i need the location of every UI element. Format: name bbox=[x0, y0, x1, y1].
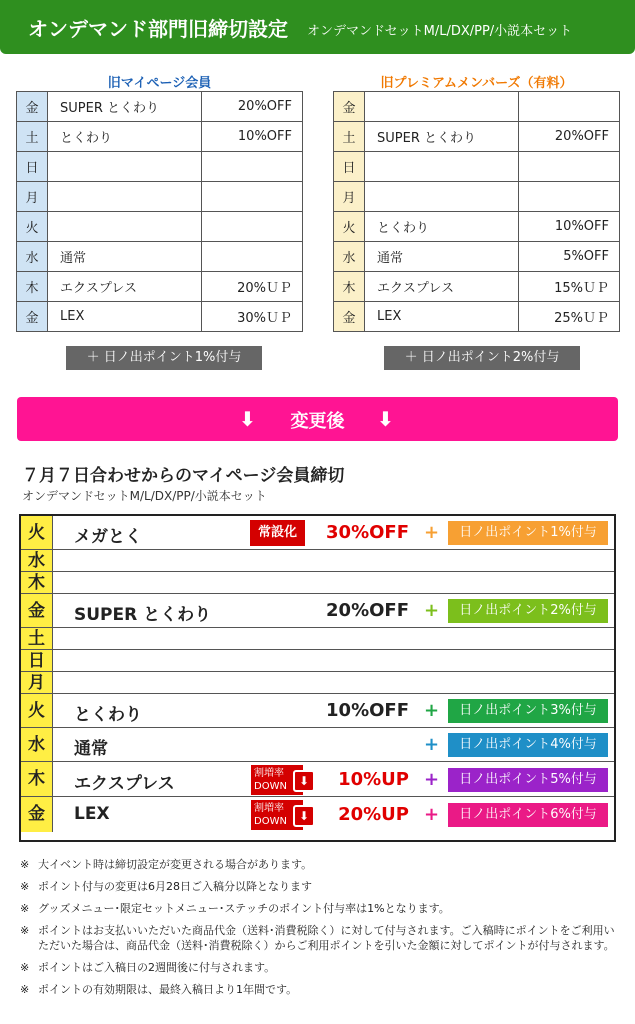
day-cell: 火 bbox=[17, 212, 48, 242]
note-text: ポイント付与の変更は6月28日ご入稿分以降となります bbox=[38, 880, 312, 893]
campaign-name: エクスプレス bbox=[74, 773, 175, 794]
day-cell: 土 bbox=[334, 122, 365, 152]
table-row bbox=[21, 797, 614, 832]
point-badge: 日ノ出ポイント5%付与 bbox=[448, 768, 608, 792]
change-banner bbox=[17, 397, 618, 441]
note-item bbox=[18, 857, 618, 872]
day-cell: 木 bbox=[21, 572, 53, 593]
rate-down-badge bbox=[251, 800, 310, 830]
note-mark: ※ bbox=[20, 961, 30, 974]
table-row bbox=[17, 182, 303, 212]
notes-list bbox=[18, 857, 618, 1004]
campaign-name: とくわり bbox=[74, 705, 142, 725]
campaign-value: 30%ＵＰ bbox=[202, 302, 303, 332]
page-header bbox=[0, 0, 635, 54]
campaign-value bbox=[202, 242, 303, 272]
campaign-name bbox=[48, 152, 202, 182]
rate-down-line1: 割増率 bbox=[254, 767, 284, 779]
day-cell: 月 bbox=[21, 672, 53, 693]
day-cell: 金 bbox=[21, 797, 53, 832]
campaign-value: 10%OFF bbox=[202, 122, 303, 152]
campaign-value: 20%UP bbox=[338, 803, 409, 825]
new-schedule-table bbox=[19, 514, 616, 842]
new-section-subtitle: オンデマンドセットM/L/DX/PP/小説本セット bbox=[22, 489, 267, 503]
header-title: オンデマンド部門旧締切設定 bbox=[28, 17, 288, 41]
table-row bbox=[21, 694, 614, 728]
day-cell: 土 bbox=[17, 122, 48, 152]
table-row bbox=[21, 628, 614, 650]
table-row bbox=[21, 516, 614, 550]
table-row bbox=[17, 122, 303, 152]
day-cell: 金 bbox=[21, 594, 53, 627]
plus-icon: + bbox=[424, 600, 440, 621]
day-cell: 火 bbox=[334, 212, 365, 242]
day-cell: 木 bbox=[334, 272, 365, 302]
day-cell: 日 bbox=[334, 152, 365, 182]
old-premium-point-button: ＋ 日ノ出ポイント2%付与 bbox=[384, 346, 580, 370]
campaign-value bbox=[519, 152, 620, 182]
campaign-name bbox=[48, 182, 202, 212]
campaign-value bbox=[202, 182, 303, 212]
table-row bbox=[21, 672, 614, 694]
campaign-name bbox=[48, 212, 202, 242]
rate-down-line1: 割増率 bbox=[254, 802, 284, 814]
day-cell: 土 bbox=[21, 628, 53, 649]
campaign-value bbox=[519, 92, 620, 122]
campaign-value: 20%OFF bbox=[202, 92, 303, 122]
campaign-value: 30%OFF bbox=[326, 522, 409, 543]
rate-down-line2: DOWN bbox=[254, 780, 287, 792]
table-row bbox=[21, 762, 614, 797]
note-item bbox=[18, 923, 618, 953]
point-badge: 日ノ出ポイント1%付与 bbox=[448, 521, 608, 545]
note-mark: ※ bbox=[20, 880, 30, 893]
campaign-name: とくわり bbox=[365, 212, 519, 242]
point-badge: 日ノ出ポイント2%付与 bbox=[448, 599, 608, 623]
note-item bbox=[18, 879, 618, 894]
old-premium-title: 旧プレミアムメンバーズ（有料） bbox=[380, 76, 573, 91]
plus-icon: + bbox=[424, 522, 440, 543]
campaign-name: SUPER とくわり bbox=[74, 605, 212, 625]
campaign-name: エクスプレス bbox=[48, 272, 202, 302]
campaign-value: 15%ＵＰ bbox=[519, 272, 620, 302]
day-cell: 水 bbox=[334, 242, 365, 272]
table-row bbox=[334, 242, 620, 272]
campaign-value: 10%OFF bbox=[519, 212, 620, 242]
campaign-value: 25%ＵＰ bbox=[519, 302, 620, 332]
old-member-point-button: ＋ 日ノ出ポイント1%付与 bbox=[66, 346, 262, 370]
table-row bbox=[21, 594, 614, 628]
old-premium-table bbox=[333, 91, 620, 332]
campaign-name: とくわり bbox=[48, 122, 202, 152]
down-arrow-icon: ⬇ bbox=[239, 407, 256, 431]
day-cell: 水 bbox=[17, 242, 48, 272]
campaign-value bbox=[202, 212, 303, 242]
change-label: 変更後 bbox=[290, 411, 345, 432]
campaign-value: 10%UP bbox=[338, 768, 409, 790]
note-item bbox=[18, 960, 618, 975]
permanent-badge: 常設化 bbox=[250, 520, 305, 546]
campaign-name: エクスプレス bbox=[365, 272, 519, 302]
day-cell: 木 bbox=[17, 272, 48, 302]
header-subtitle: オンデマンドセットM/L/DX/PP/小説本セット bbox=[307, 24, 573, 39]
table-row bbox=[17, 212, 303, 242]
note-mark: ※ bbox=[20, 924, 30, 937]
table-row bbox=[334, 302, 620, 332]
table-row bbox=[21, 728, 614, 762]
day-cell: 火 bbox=[21, 516, 53, 549]
plus-icon: + bbox=[424, 734, 440, 755]
day-cell: 金 bbox=[17, 302, 48, 332]
day-cell: 日 bbox=[17, 152, 48, 182]
new-section-title: ７月７日合わせからのマイページ会員締切 bbox=[22, 466, 345, 486]
rate-down-line2: DOWN bbox=[254, 815, 287, 827]
day-cell: 月 bbox=[334, 182, 365, 212]
campaign-value bbox=[519, 182, 620, 212]
table-row bbox=[17, 302, 303, 332]
table-row bbox=[334, 212, 620, 242]
table-row bbox=[334, 152, 620, 182]
note-text: 大イベント時は締切設定が変更される場合があります。 bbox=[38, 858, 313, 871]
day-cell: 火 bbox=[21, 694, 53, 727]
day-cell: 金 bbox=[334, 302, 365, 332]
campaign-name: LEX bbox=[48, 302, 202, 332]
table-row bbox=[21, 550, 614, 572]
day-cell: 月 bbox=[17, 182, 48, 212]
campaign-value bbox=[202, 152, 303, 182]
table-row bbox=[334, 272, 620, 302]
down-arrow-icon: ⬇ bbox=[377, 407, 394, 431]
campaign-name bbox=[365, 152, 519, 182]
old-member-table bbox=[16, 91, 303, 332]
table-row bbox=[334, 92, 620, 122]
campaign-name: メガとく bbox=[74, 527, 142, 547]
rate-down-badge bbox=[251, 765, 310, 795]
point-badge: 日ノ出ポイント6%付与 bbox=[448, 803, 608, 827]
note-text: グッズメニュー･限定セットメニュー･ステッチのポイント付与率は1%となります。 bbox=[38, 902, 450, 915]
day-cell: 水 bbox=[21, 728, 53, 761]
note-text: ポイントはお支払いいただいた商品代金（送料･消費税除く）に対して付与されます。ご入稿時にポイントをご利用いただいた場合は、商品代金（送料･消費税除く）からご利用ポイントを引いた金額に対してポイントが付与されます。 bbox=[38, 924, 615, 952]
campaign-name: SUPER とくわり bbox=[48, 92, 202, 122]
table-row bbox=[17, 242, 303, 272]
day-cell: 水 bbox=[21, 550, 53, 571]
campaign-name bbox=[365, 182, 519, 212]
old-member-title: 旧マイページ会員 bbox=[107, 76, 212, 91]
note-mark: ※ bbox=[20, 902, 30, 915]
plus-icon: + bbox=[424, 768, 440, 790]
point-badge: 日ノ出ポイント4%付与 bbox=[448, 733, 608, 757]
point-badge: 日ノ出ポイント3%付与 bbox=[448, 699, 608, 723]
note-mark: ※ bbox=[20, 983, 30, 996]
table-row bbox=[17, 152, 303, 182]
campaign-value: 20%OFF bbox=[326, 600, 409, 621]
campaign-name: LEX bbox=[365, 302, 519, 332]
campaign-name: 通常 bbox=[365, 242, 519, 272]
campaign-name: 通常 bbox=[48, 242, 202, 272]
plus-icon: + bbox=[424, 700, 440, 721]
campaign-name: LEX bbox=[74, 803, 110, 824]
campaign-value: 10%OFF bbox=[326, 700, 409, 721]
note-text: ポイントの有効期限は、最終入稿日より1年間です。 bbox=[38, 983, 298, 996]
day-cell: 木 bbox=[21, 762, 53, 796]
down-arrow-icon: ⬇ bbox=[293, 770, 315, 792]
table-row bbox=[334, 122, 620, 152]
note-text: ポイントはご入稿日の2週間後に付与されます。 bbox=[38, 961, 276, 974]
table-row bbox=[21, 650, 614, 672]
table-row bbox=[17, 272, 303, 302]
table-row bbox=[21, 572, 614, 594]
note-mark: ※ bbox=[20, 858, 30, 871]
table-row bbox=[334, 182, 620, 212]
campaign-value: 20%ＵＰ bbox=[202, 272, 303, 302]
note-item bbox=[18, 982, 618, 997]
note-item bbox=[18, 901, 618, 916]
campaign-name: SUPER とくわり bbox=[365, 122, 519, 152]
campaign-value: 20%OFF bbox=[519, 122, 620, 152]
campaign-name bbox=[365, 92, 519, 122]
campaign-value: 5%OFF bbox=[519, 242, 620, 272]
day-cell: 金 bbox=[334, 92, 365, 122]
table-row bbox=[17, 92, 303, 122]
day-cell: 日 bbox=[21, 650, 53, 671]
down-arrow-icon: ⬇ bbox=[293, 805, 315, 827]
campaign-name: 通常 bbox=[74, 739, 108, 759]
plus-icon: + bbox=[424, 803, 440, 825]
day-cell: 金 bbox=[17, 92, 48, 122]
